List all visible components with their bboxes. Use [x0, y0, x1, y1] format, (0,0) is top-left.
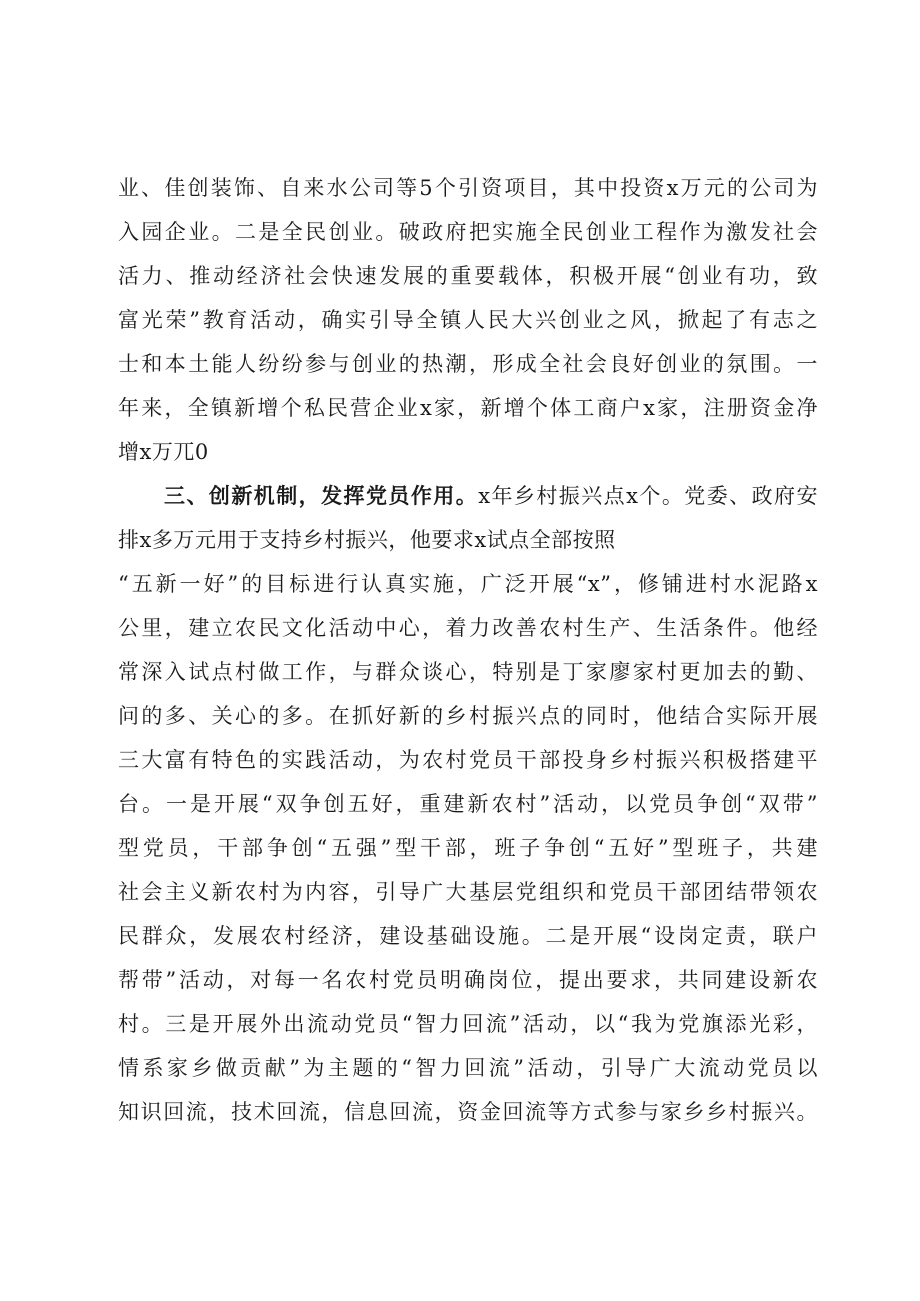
section-heading-line [164, 480, 818, 510]
paragraph-line: 帮带”活动，对每一名农村党员明确岗位，提出要求，共同建设新农 [118, 968, 818, 992]
paragraph-line: 型党员，干部争创“五强”型干部，班子争创“五好”型班子，共建 [118, 836, 818, 860]
paragraph-line: 知识回流，技术回流，信息回流，资金回流等方式参与家乡乡村振兴。 [118, 1100, 818, 1124]
paragraph-line: 问的多、关心的多。在抓好新的乡村振兴点的同时，他结合实际开展 [118, 704, 818, 728]
section-heading-rest: x年乡村振兴点x个。党委、政府安 [478, 484, 818, 508]
paragraph-line: 社会主义新农村为内容，引导广大基层党组织和党员干部团结带领农 [118, 880, 818, 904]
paragraph-line: 排x多万元用于支持乡村振兴，他要求x试点全部按照 [118, 528, 616, 552]
paragraph-line: 士和本土能人纷纷参与创业的热潮，形成全社会良好创业的氛围。一 [118, 352, 818, 376]
paragraph-line: 民群众，发展农村经济，建设基础设施。二是开展“设岗定责，联户 [118, 924, 818, 948]
paragraph-line: 公里，建立农民文化活动中心，着力改善农村生产、生活条件。他经 [118, 616, 818, 640]
paragraph-line: 活力、推动经济社会快速发展的重要载体，积极开展“创业有功，致 [118, 264, 818, 288]
paragraph-line: 三大富有特色的实践活动，为农村党员干部投身乡村振兴积极搭建平 [118, 748, 818, 772]
section-heading: 三、创新机制，发挥党员作用。 [164, 484, 479, 508]
paragraph-line: 业、佳创装饰、自来水公司等5个引资项目，其中投资x万元的公司为 [118, 176, 818, 200]
paragraph-line: “五新一好”的目标进行认真实施，广泛开展“x”，修铺进村水泥路x [118, 572, 818, 596]
paragraph-line: 常深入试点村做工作，与群众谈心，特别是丁家廖家村更加去的勤、 [118, 660, 818, 684]
paragraph-line: 富光荣”教育活动，确实引导全镇人民大兴创业之风，掀起了有志之 [118, 308, 818, 332]
paragraph-line: 情系家乡做贡献”为主题的“智力回流”活动，引导广大流动党员以 [118, 1056, 818, 1080]
paragraph-line: 年来，全镇新增个私民营企业x家，新增个体工商户x家，注册资金净 [118, 396, 818, 420]
paragraph-line: 台。一是开展“双争创五好，重建新农村”活动，以党员争创“双带” [118, 792, 818, 816]
paragraph-line: 增x万兀0 [118, 440, 209, 464]
paragraph-line: 入园企业。二是全民创业。破政府把实施全民创业工程作为激发社会 [118, 220, 818, 244]
paragraph-line: 村。三是开展外出流动党员“智力回流”活动，以“我为党旗添光彩， [118, 1012, 818, 1036]
